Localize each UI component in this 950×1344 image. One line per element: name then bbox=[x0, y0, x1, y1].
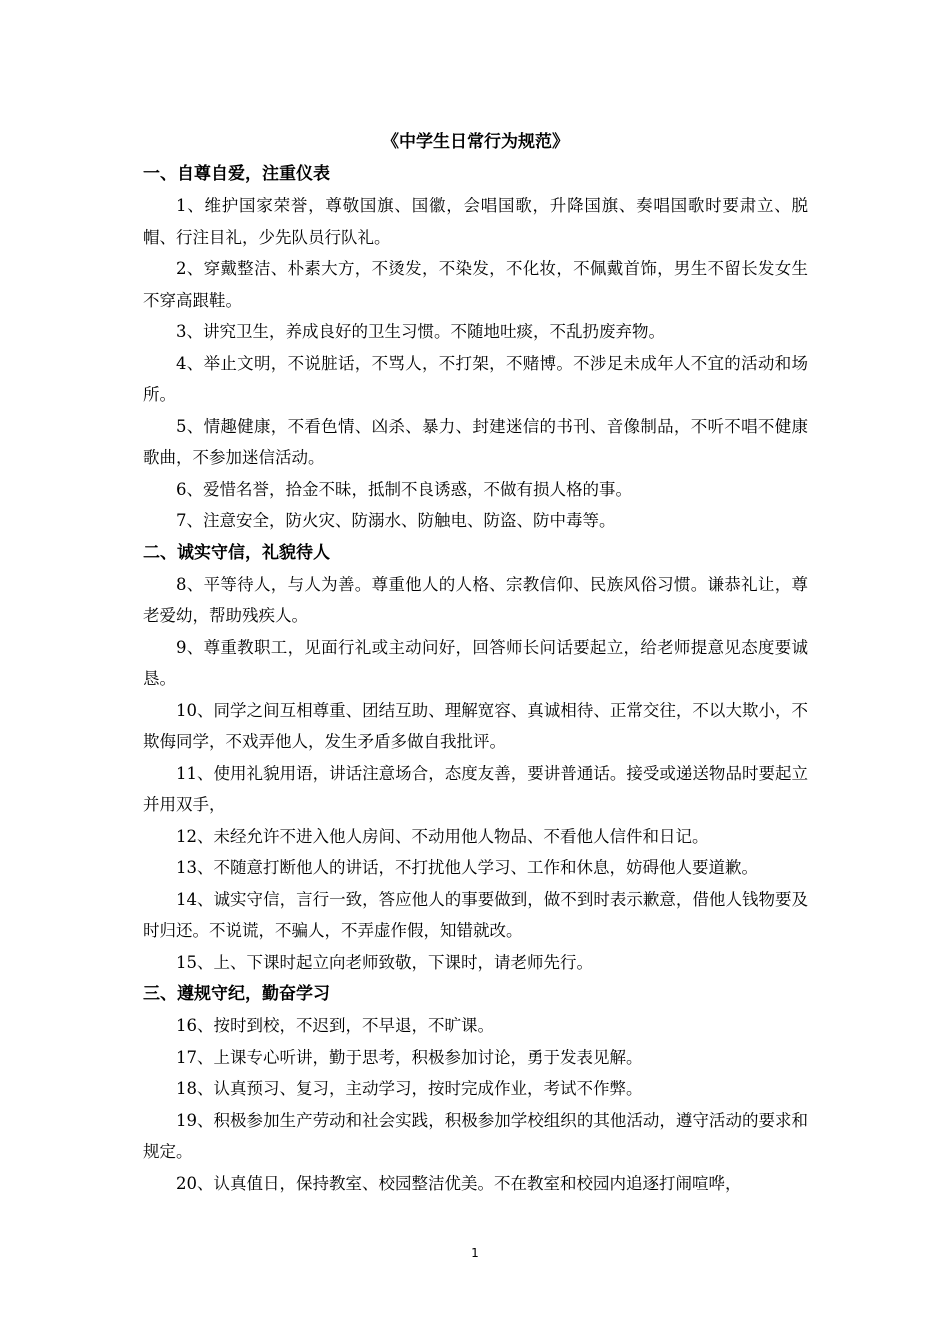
rule-item: 4、举止文明，不说脏话，不骂人，不打架，不赌博。不涉足未成年人不宜的活动和场所。 bbox=[143, 353, 808, 404]
rule-item: 19、积极参加生产劳动和社会实践，积极参加学校组织的其他活动，遵守活动的要求和规定。 bbox=[143, 1110, 808, 1161]
rule-item: 20、认真值日，保持教室、校园整洁优美。不在教室和校园内追逐打闹喧哗， bbox=[176, 1173, 742, 1193]
section-1 bbox=[143, 158, 808, 537]
rule-item: 2、穿戴整洁、朴素大方，不烫发，不染发，不化妆，不佩戴首饰，男生不留长发女生不穿高跟鞋。 bbox=[143, 259, 808, 310]
rule-item: 18、认真预习、复习，主动学习，按时完成作业，考试不作弊。 bbox=[176, 1079, 643, 1098]
rule-item: 15、上、下课时起立向老师致敬，下课时，请老师先行。 bbox=[176, 952, 593, 972]
rule-item: 16、按时到校，不迟到，不早退，不旷课。 bbox=[176, 1016, 494, 1035]
rule-item: 3、讲究卫生，养成良好的卫生习惯。不随地吐痰，不乱扔废弃物。 bbox=[176, 322, 665, 341]
rule-item: 6、爱惜名誉，拾金不昧，抵制不良诱惑，不做有损人格的事。 bbox=[176, 479, 632, 499]
rule-item: 5、情趣健康，不看色情、凶杀、暴力、封建迷信的书刊、音像制品，不听不唱不健康歌曲，不参加迷信活动。 bbox=[143, 416, 808, 467]
rule-item: 10、同学之间互相尊重、团结互助、理解宽容、真诚相待、正常交往，不以大欺小，不欺侮同学，不戏弄他人，发生矛盾多做自我批评。 bbox=[143, 700, 808, 751]
section-heading: 一、自尊自爱，注重仪表 bbox=[143, 164, 330, 184]
section-3 bbox=[143, 978, 808, 1199]
document-title: 《中学生日常行为规范》 bbox=[382, 132, 569, 152]
rule-item: 17、上课专心听讲，勤于思考，积极参加讨论，勇于发表见解。 bbox=[176, 1047, 643, 1067]
rule-item: 12、未经允许不进入他人房间、不动用他人物品、不看他人信件和日记。 bbox=[176, 826, 709, 846]
section-heading: 三、遵规守纪，勤奋学习 bbox=[143, 984, 330, 1004]
rule-item: 7、注意安全，防火灾、防溺水、防触电、防盗、防中毒等。 bbox=[176, 511, 616, 530]
rule-item: 14、诚实守信，言行一致，答应他人的事要做到，做不到时表示歉意，借他人钱物要及时归还。不说谎，不骗人，不弄虚作假，知错就改。 bbox=[143, 889, 808, 940]
rule-item: 8、平等待人，与人为善。尊重他人的人格、宗教信仰、民族风俗习惯。谦恭礼让，尊老爱幼，帮助残疾人。 bbox=[143, 574, 808, 625]
rule-item: 11、使用礼貌用语，讲话注意场合，态度友善，要讲普通话。接受或递送物品时要起立并用双手， bbox=[143, 763, 808, 814]
section-2 bbox=[143, 537, 808, 979]
document-body bbox=[143, 126, 808, 1199]
rule-item: 13、不随意打断他人的讲话，不打扰他人学习、工作和休息，妨碍他人要道歉。 bbox=[176, 858, 758, 877]
section-heading: 二、诚实守信，礼貌待人 bbox=[143, 542, 330, 563]
rule-item: 9、尊重教职工，见面行礼或主动问好，回答师长问话要起立，给老师提意见态度要诚恳。 bbox=[143, 637, 808, 688]
rule-item: 1、维护国家荣誉，尊敬国旗、国徽，会唱国歌，升降国旗、奏唱国歌时要肃立、脱帽、行注目礼，少先队员行队礼。 bbox=[143, 196, 808, 247]
page-number: 1 bbox=[471, 1246, 479, 1260]
